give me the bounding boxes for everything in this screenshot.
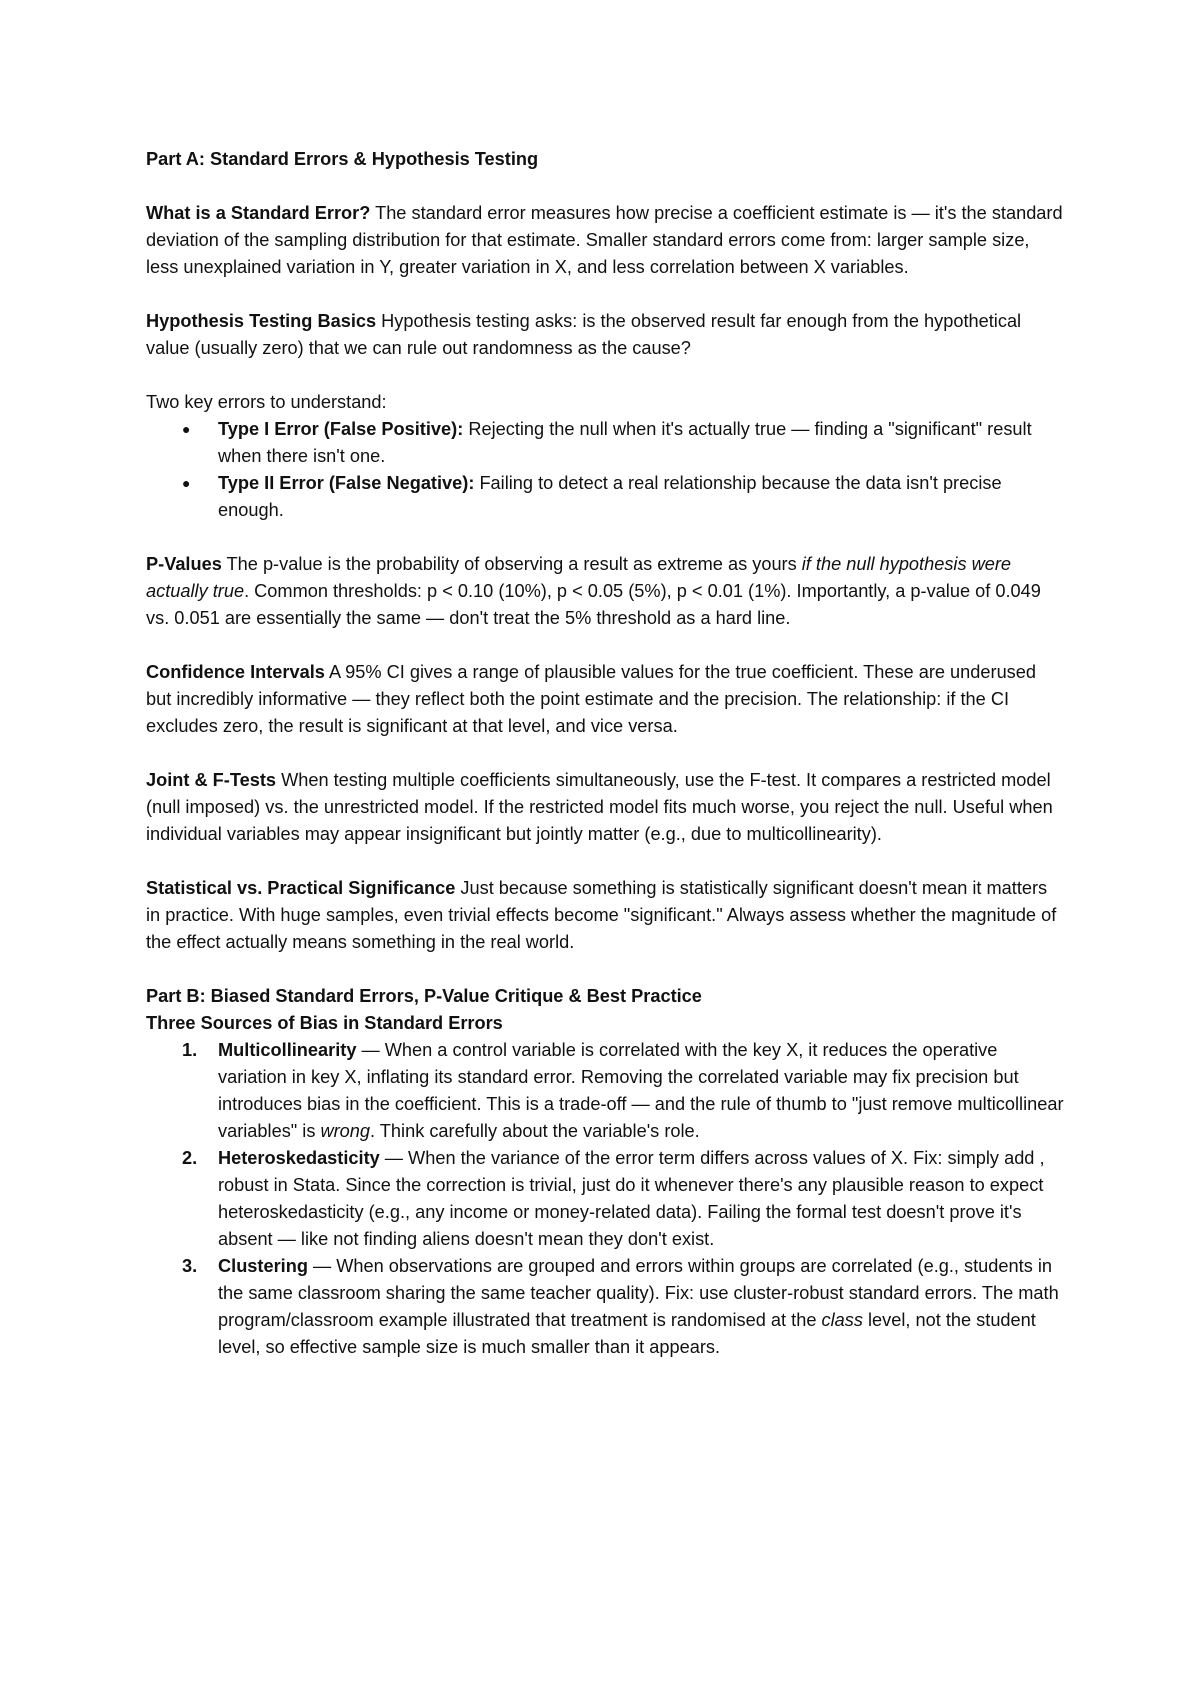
statistical-vs-practical-paragraph — [146, 875, 1066, 956]
bullet-icon: ● — [182, 475, 191, 491]
hypothesis-basics-body: Hypothesis testing asks: is the observed result far enough from the hypothetical value (usually zero) that we can rule out randomness as the cause? — [146, 311, 1022, 358]
part-b-title: Part B: Biased Standard Errors, P-Value Critique & Best Practice — [146, 986, 702, 1006]
hypothesis-basics-heading: Hypothesis Testing Basics — [146, 311, 377, 331]
p-values-body-after: . Common thresholds: p < 0.10 (10%), p < 0.05 (5%), p < 0.01 (1%). Importantly, a p-value of 0.049 vs. 0.051 are essentially the same — don't treat the 5% threshold as a hard line. — [146, 581, 1041, 628]
joint-f-tests-heading: Joint & F-Tests — [146, 770, 277, 790]
confidence-intervals-body: A 95% CI gives a range of plausible values for the true coefficient. These are underused but incredibly informative — they reflect both the point estimate and the precision. The relationship: if the CI excludes zero, the result is significant at that level, and vice versa. — [146, 662, 1037, 736]
three-sources-title: Three Sources of Bias in Standard Errors — [146, 1013, 503, 1033]
list-number: 3. — [182, 1256, 198, 1276]
list-item — [146, 1037, 1066, 1145]
joint-f-tests-body: When testing multiple coefficients simultaneously, use the F-test. It compares a restricted model (null imposed) vs. the unrestricted model. If the restricted model fits much worse, you reject the null. Useful when individual variables may appear insignificant but jointly matter (e.g., due to multicollinearity). — [146, 770, 1053, 844]
clustering-text-after: level, not the student level, so effective sample size is much smaller than it appears. — [218, 1310, 1036, 1357]
type-1-label: Type I Error (False Positive): — [218, 419, 464, 439]
list-number: 2. — [182, 1148, 198, 1168]
bullet-icon: ● — [182, 421, 191, 437]
type-2-text: Failing to detect a real relationship because the data isn't precise enough. — [218, 473, 1002, 520]
type-2-label: Type II Error (False Negative): — [218, 473, 475, 493]
part-a-title: Part A: Standard Errors & Hypothesis Testing — [146, 149, 539, 169]
standard-error-heading: What is a Standard Error? — [146, 203, 371, 223]
list-item — [146, 416, 1066, 470]
p-values-heading: P-Values — [146, 554, 222, 574]
statistical-vs-practical-body: Just because something is statistically significant doesn't mean it matters in practice. With huge samples, even trivial effects become "significant." Always assess whether the magnitude of the effect actually means something in the real world. — [146, 878, 1057, 952]
clustering-text-before: — When observations are grouped and errors within groups are correlated (e.g., students in the same classroom sharing the same teacher quality). Fix: use cluster-robust standard errors. The math program/classroom example illustrated that treatment is randomised at the — [218, 1256, 1059, 1330]
heteroskedasticity-label: Heteroskedasticity — [218, 1148, 380, 1168]
document-page — [146, 146, 1066, 1361]
clustering-italic: class — [821, 1310, 863, 1330]
confidence-intervals-paragraph — [146, 659, 1066, 740]
type-1-text: Rejecting the null when it's actually true — finding a "significant" result when there isn't one. — [218, 419, 1032, 466]
joint-f-tests-paragraph — [146, 767, 1066, 848]
p-values-paragraph — [146, 551, 1066, 632]
heteroskedasticity-text: — When the variance of the error term differs across values of X. Fix: simply add , robust in Stata. Since the correction is trivial, just do it whenever there's any plausible reason to expect heteroskedasticity (e.g., any income or money-related data). Failing the formal test doesn't prove it's absent — like not finding aliens doesn't mean they don't exist. — [218, 1148, 1045, 1249]
clustering-label: Clustering — [218, 1256, 308, 1276]
list-item — [146, 1145, 1066, 1253]
statistical-vs-practical-heading: Statistical vs. Practical Significance — [146, 878, 456, 898]
multicollinearity-italic: wrong — [320, 1121, 371, 1141]
multicollinearity-text-after: . Think carefully about the variable's role. — [370, 1121, 700, 1141]
two-errors-intro: Two key errors to understand: — [146, 392, 387, 412]
list-item — [146, 470, 1066, 524]
list-item — [146, 1253, 1066, 1361]
two-errors-section — [146, 389, 1066, 524]
list-number: 1. — [182, 1040, 198, 1060]
standard-error-body: The standard error measures how precise a coefficient estimate is — it's the standard deviation of the sampling distribution for that estimate. Smaller standard errors come from: larger sample size, less unexplained variation in Y, greater variation in X, and less correlation between X variables. — [146, 203, 1063, 277]
standard-error-paragraph — [146, 200, 1066, 281]
p-values-italic: if the null hypothesis were actually true — [146, 554, 1012, 601]
three-sources-list — [146, 1037, 1066, 1361]
multicollinearity-label: Multicollinearity — [218, 1040, 357, 1060]
hypothesis-basics-paragraph — [146, 308, 1066, 362]
multicollinearity-text-before: — When a control variable is correlated with the key X, it reduces the operative variation in key X, inflating its standard error. Removing the correlated variable may fix precision but introduces bias in the coefficient. This is a trade-off — and the rule of thumb to "just remove multicollinear variables" is — [218, 1040, 1064, 1141]
confidence-intervals-heading: Confidence Intervals — [146, 662, 325, 682]
p-values-body-before: The p-value is the probability of observing a result as extreme as yours — [221, 554, 802, 574]
two-errors-list — [146, 416, 1066, 524]
